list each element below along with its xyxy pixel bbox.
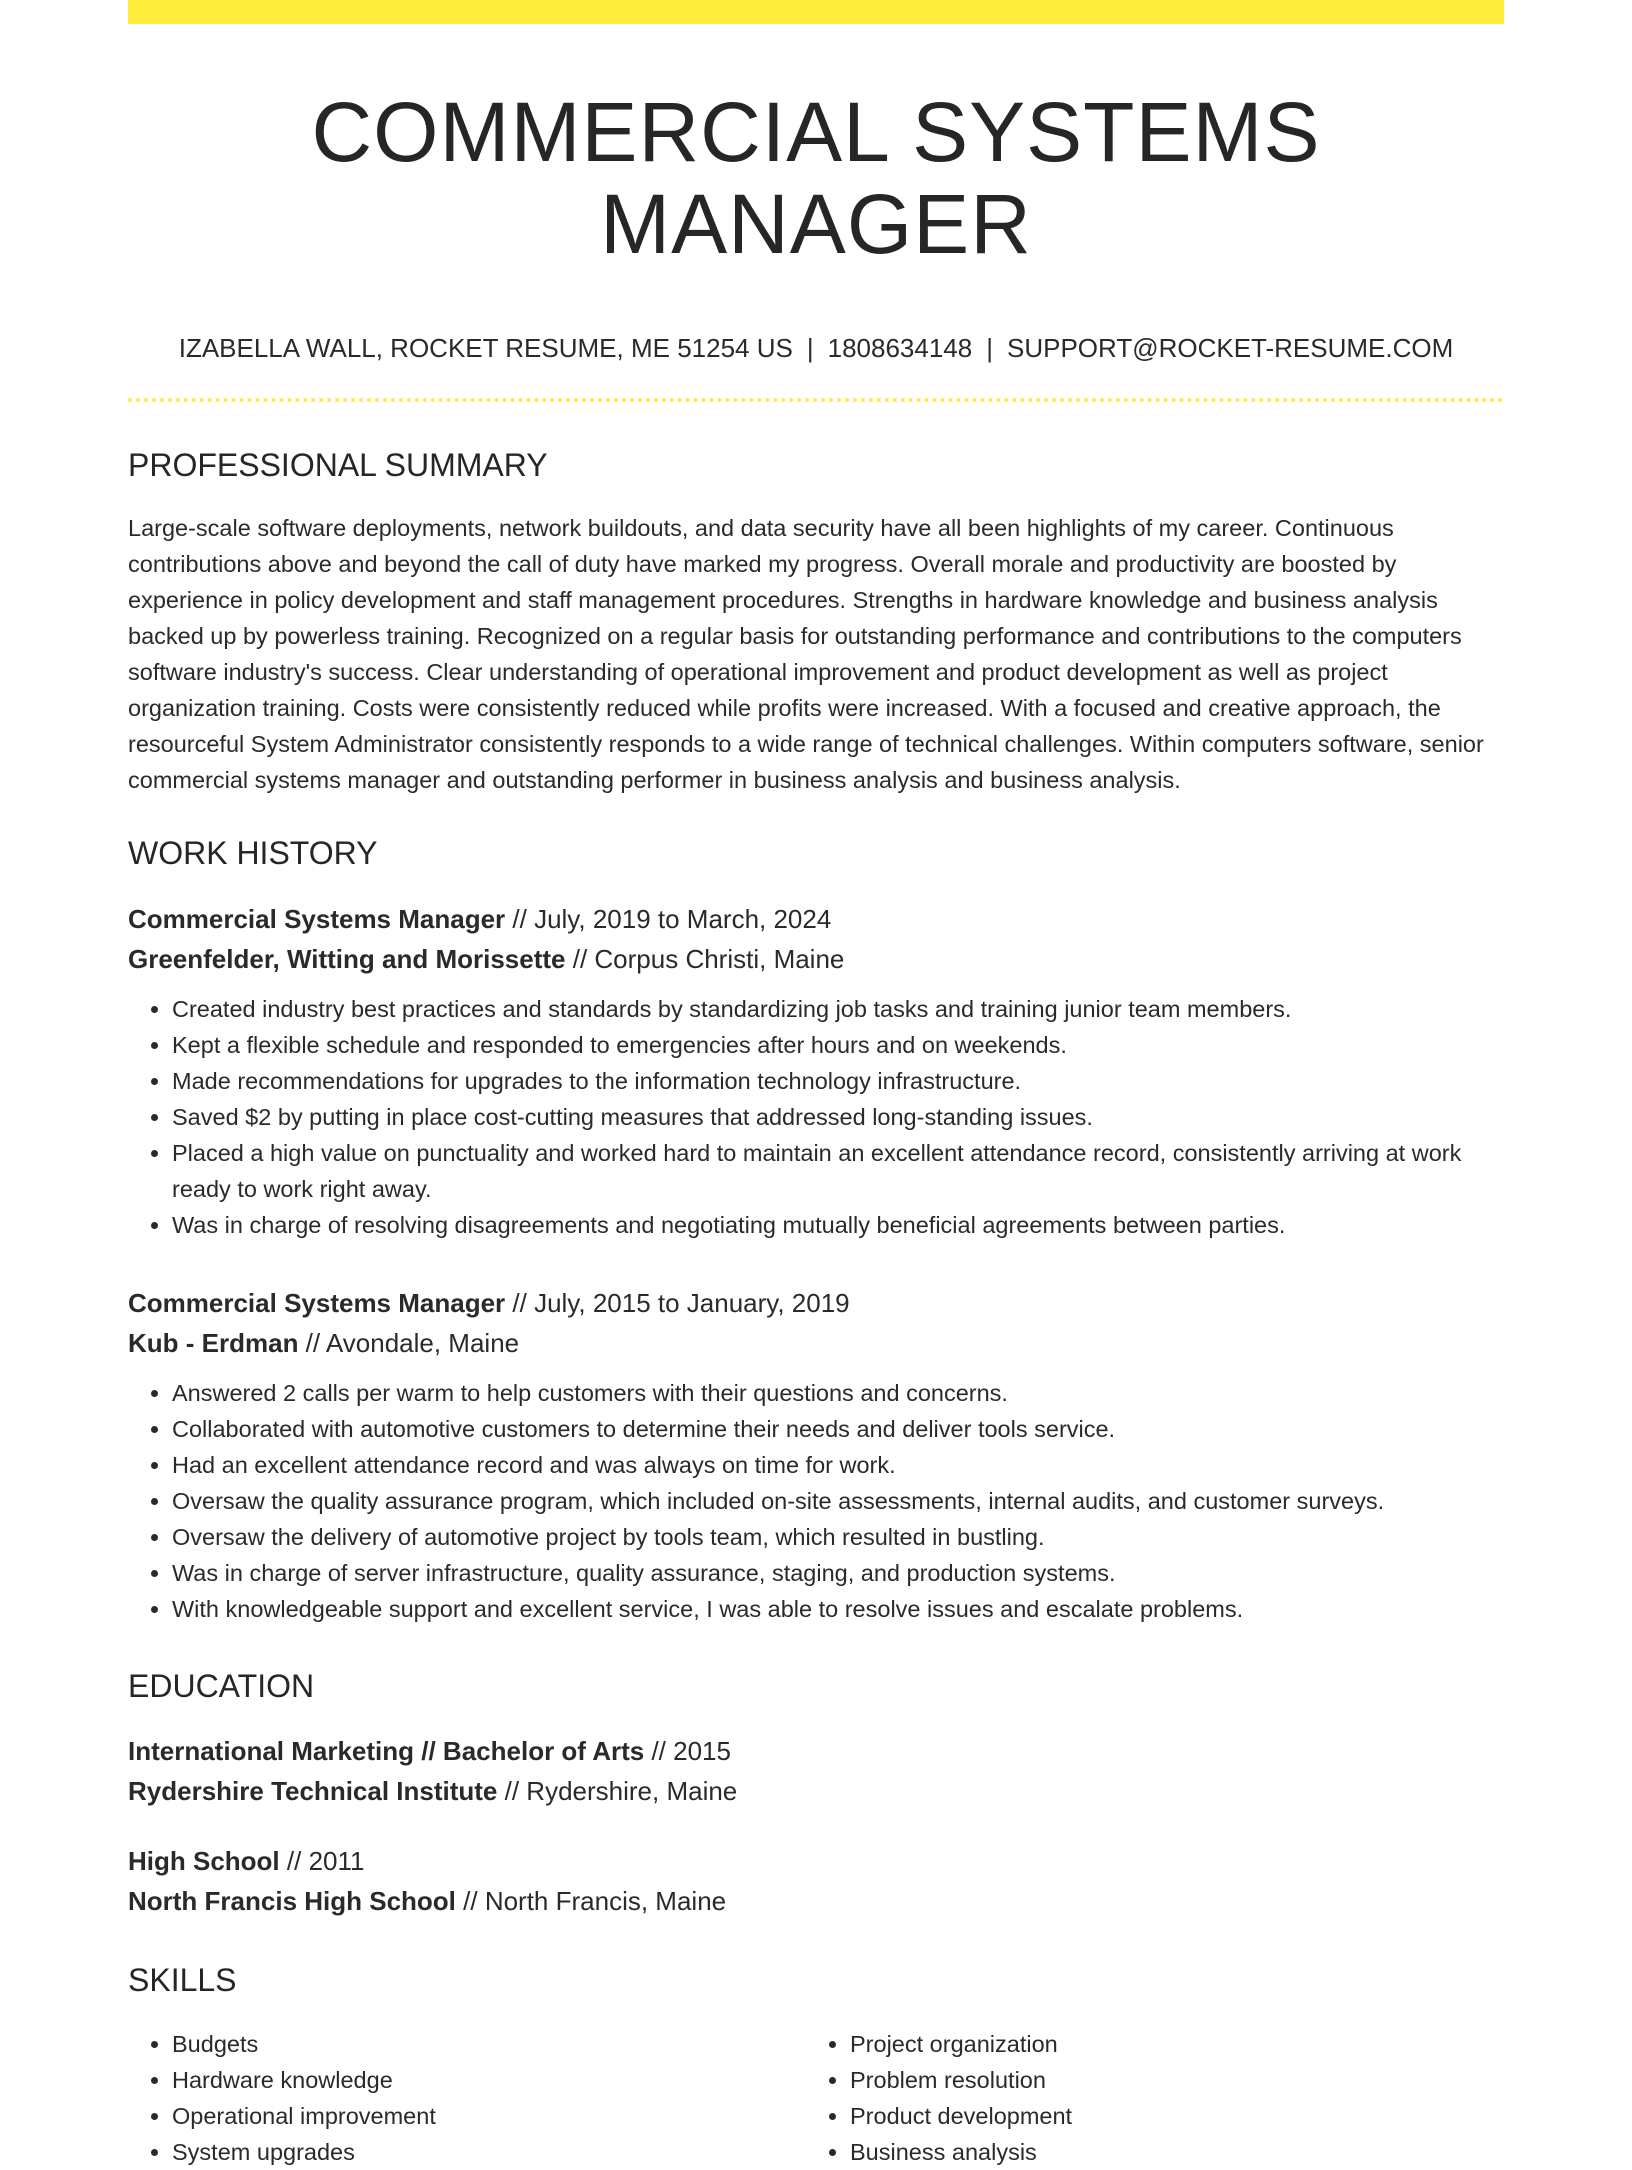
job-dates: // July, 2015 to January, 2019 bbox=[505, 1287, 850, 1318]
job-role: Commercial Systems Manager bbox=[128, 903, 506, 934]
job-bullet: • Oversaw the delivery of automotive project by tools team, which resulted in bustling. bbox=[172, 1519, 1504, 1555]
work-history-heading: WORK HISTORY bbox=[128, 835, 378, 872]
job-role-line bbox=[128, 899, 1504, 939]
accent-top-bar bbox=[128, 0, 1504, 24]
resume-title: COMMERCIAL SYSTEMS MANAGER bbox=[311, 85, 1321, 272]
job-company: Kub - Erdman bbox=[128, 1327, 299, 1358]
job-bullet: • Was in charge of resolving disagreements and negotiating mutually beneficial agreements between parties. bbox=[172, 1207, 1504, 1243]
contact-address: IZABELLA WALL, ROCKET RESUME, ME 51254 US bbox=[178, 332, 793, 363]
skill-item: • Project organization bbox=[850, 2026, 1450, 2062]
job-bullet: • Answered 2 calls per warm to help customers with their questions and concerns. bbox=[172, 1375, 1504, 1411]
job-bullet: • Saved $2 by putting in place cost-cutting measures that addressed long-standing issues. bbox=[172, 1099, 1504, 1135]
contact-line bbox=[128, 333, 1504, 364]
job-bullet: • Created industry best practices and standards by standardizing job tasks and training junior team members. bbox=[172, 991, 1504, 1027]
job-bullet: • Kept a flexible schedule and responded to emergencies after hours and on weekends. bbox=[172, 1027, 1504, 1063]
job-bullet: • Had an excellent attendance record and was always on time for work. bbox=[172, 1447, 1504, 1483]
job-bullet: • Oversaw the quality assurance program, which included on-site assessments, internal audits, and customer surveys. bbox=[172, 1483, 1504, 1519]
summary-text: Large-scale software deployments, network buildouts, and data security have all been highlights of my career. Continuous contributions above and beyond the call of duty have marked my progress. Overall morale and productivity are boosted by experience in policy development and staff management procedures. Strengths in hardware knowledge and business analysis backed up by powerless training. Recognized on a regular basis for outstanding performance and contributions to the computers software industry's success. Clear understanding of operational improvement and product development as well as project organization training. Costs were consistently reduced while profits were increased. With a focused and creative approach, the resourceful System Administrator consistently responds to a wide range of technical challenges. Within computers software, senior commercial systems manager and outstanding performer in business analysis and business analysis. bbox=[128, 515, 1484, 794]
skills-heading: SKILLS bbox=[128, 1962, 237, 1999]
job-bullet: • Was in charge of server infrastructure, quality assurance, staging, and production systems. bbox=[172, 1555, 1504, 1591]
contact-separator: | bbox=[806, 332, 814, 363]
job-dates: // July, 2019 to March, 2024 bbox=[505, 903, 832, 934]
skills-list bbox=[128, 2026, 1504, 2170]
degree-year: // 2011 bbox=[279, 1846, 365, 1877]
job-role-line bbox=[128, 1283, 1504, 1323]
degree: High School bbox=[128, 1846, 280, 1877]
contact-separator: | bbox=[986, 332, 993, 363]
school: Rydershire Technical Institute bbox=[128, 1776, 498, 1807]
summary-heading: PROFESSIONAL SUMMARY bbox=[128, 446, 548, 483]
contact-phone[interactable]: 1808634148 bbox=[827, 332, 973, 363]
skill-item: • Hardware knowledge bbox=[172, 2062, 806, 2098]
school-line bbox=[128, 1881, 1504, 1921]
job-entry bbox=[128, 899, 1504, 1243]
skill-item: • Problem resolution bbox=[850, 2062, 1450, 2098]
school-location: // North Francis, Maine bbox=[455, 1886, 727, 1917]
skill-item: • Product development bbox=[850, 2098, 1450, 2134]
job-bullets bbox=[128, 1375, 1504, 1627]
education-heading: EDUCATION bbox=[128, 1667, 315, 1704]
job-bullet: • Made recommendations for upgrades to the information technology infrastructure. bbox=[172, 1063, 1504, 1099]
skills-column-left bbox=[128, 2026, 806, 2170]
skill-item: • Business analysis bbox=[850, 2134, 1450, 2170]
job-bullets bbox=[128, 991, 1504, 1243]
job-company-line bbox=[128, 939, 1504, 979]
job-company: Greenfelder, Witting and Morissette bbox=[128, 943, 566, 974]
skill-item: • Operational improvement bbox=[172, 2098, 806, 2134]
contact-email[interactable]: SUPPORT@ROCKET-RESUME.COM bbox=[1006, 332, 1454, 363]
education-entry bbox=[128, 1731, 1504, 1811]
skill-item: • System upgrades bbox=[172, 2134, 806, 2170]
resume-page bbox=[128, 0, 1504, 2170]
degree-line bbox=[128, 1841, 1504, 1881]
skills-column-right bbox=[806, 2026, 1450, 2170]
job-bullet: • With knowledgeable support and excellent service, I was able to resolve issues and escalate problems. bbox=[172, 1591, 1504, 1627]
degree-line bbox=[128, 1731, 1504, 1771]
job-entry bbox=[128, 1283, 1504, 1627]
job-location: // Avondale, Maine bbox=[298, 1327, 520, 1358]
degree: International Marketing // Bachelor of Arts bbox=[128, 1736, 645, 1767]
education-entry bbox=[128, 1841, 1504, 1921]
skill-item: • Budgets bbox=[172, 2026, 806, 2062]
job-bullet: • Placed a high value on punctuality and worked hard to maintain an excellent attendance record, consistently arriving at work ready to work right away. bbox=[172, 1135, 1504, 1207]
job-company-line bbox=[128, 1323, 1504, 1363]
school-location: // Rydershire, Maine bbox=[497, 1776, 738, 1807]
degree-year: // 2015 bbox=[644, 1736, 731, 1767]
school-line bbox=[128, 1771, 1504, 1811]
job-role: Commercial Systems Manager bbox=[128, 1287, 506, 1318]
school: North Francis High School bbox=[128, 1886, 456, 1917]
dotted-divider bbox=[128, 398, 1504, 402]
job-location: // Corpus Christi, Maine bbox=[565, 943, 845, 974]
job-bullet: • Collaborated with automotive customers to determine their needs and deliver tools service. bbox=[172, 1411, 1504, 1447]
